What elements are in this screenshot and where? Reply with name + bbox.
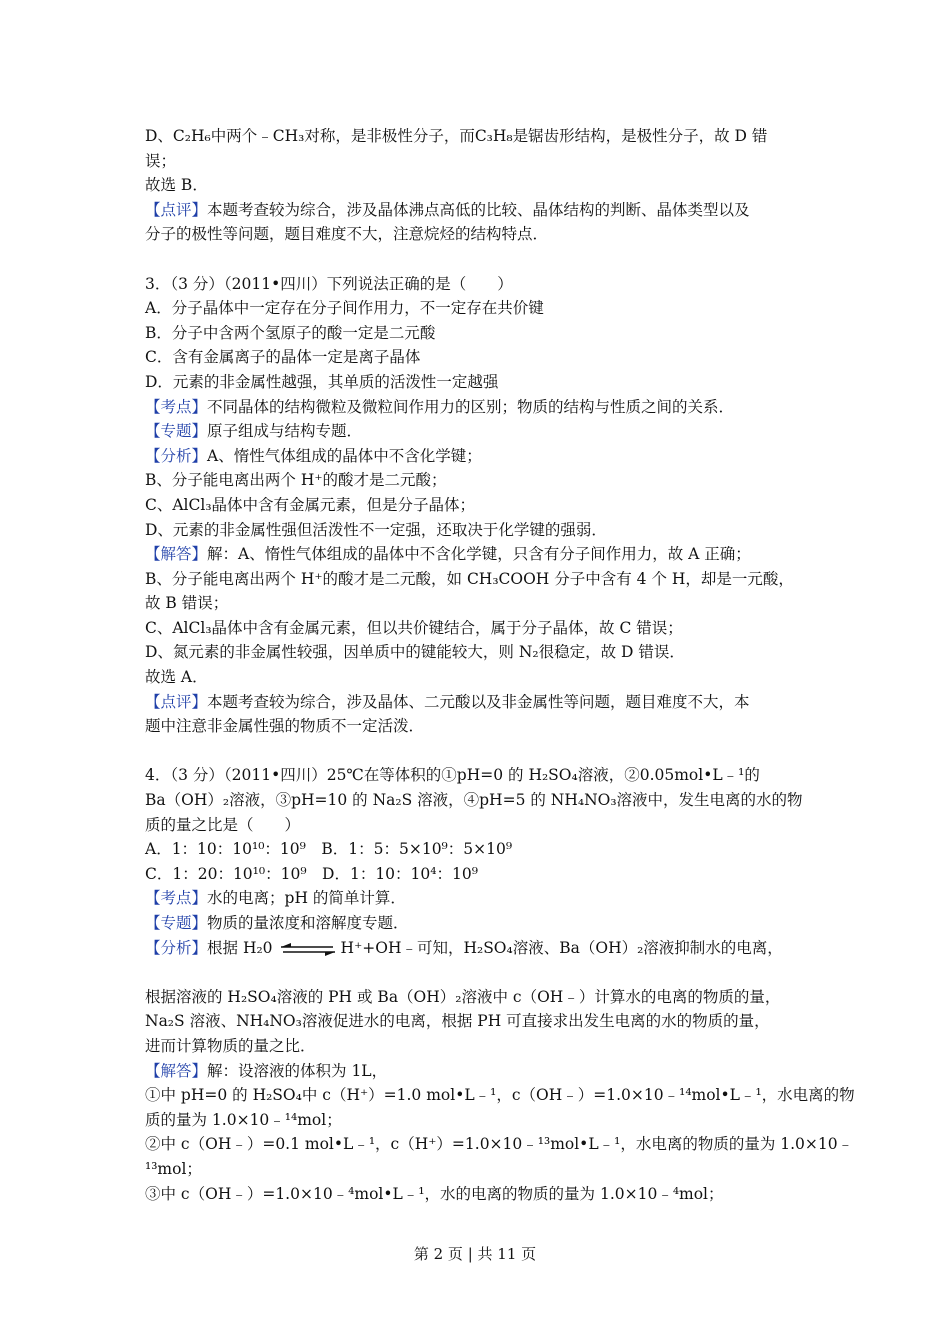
q4-title-line3: 质的量之比是（ ） — [145, 815, 301, 834]
q3-fenxi-line3: C、AlCl₃晶体中含有金属元素，但是分子晶体； — [145, 495, 476, 514]
q3-jieda-line5: D、氮元素的非金属性较强，因单质中的键能较大，则 N₂很稳定，故 D 错误． — [145, 643, 685, 662]
q3-kaodian — [145, 395, 810, 420]
q3-zhuanti — [145, 419, 810, 444]
jieda-tag: 【解答】 — [145, 545, 208, 564]
q3-jieda-line2: B、分子能电离出两个 H⁺的酸才是二元酸，如 CH₃COOH 分子中含有 4 个 H，却是一元酸， — [145, 569, 794, 588]
spacer — [145, 960, 810, 985]
q2-option-d-line1: D、C₂H₆中两个﹣CH₃对称，是非极性分子，而C₃H₈是锯齿形结构，是极性分子，故 D 错 — [145, 127, 768, 145]
q4-kaodian-text: 水的电离；pH 的简单计算． — [207, 889, 406, 908]
q3-zhuanti-text: 原子组成与结构专题． — [207, 422, 363, 441]
q4-options-ab: A．1：10：10¹⁰：10⁹ B．1：5：5×10⁹：5×10⁹ — [145, 840, 513, 859]
zhuanti-tag: 【专题】 — [145, 914, 208, 932]
q4-fenxi-line3: Na₂S 溶液、NH₄NO₃溶液促进水的电离，根据 PH 可直接求出发生电离的水的物质的量， — [145, 1012, 770, 1031]
q4-title-line1: 4．（3 分）（2011•四川）25℃在等体积的①pH=0 的 H₂SO₄溶液，②0.05mol•L﹣¹的 — [145, 766, 760, 785]
q4-zhuanti — [145, 911, 810, 936]
page-content — [145, 124, 855, 1206]
q4-fenxi-post: H⁺+OH﹣可知，H₂SO₄溶液、Ba（OH）₂溶液抑制水的电离， — [340, 938, 783, 957]
q4-fenxi-pre: 根据 H₂0 — [207, 938, 273, 957]
q2-comment-text: 本题考查较为综合，涉及晶体沸点高低的比较、晶体结构的判断、晶体类型以及 — [207, 200, 750, 219]
q2-comment — [145, 198, 810, 223]
kaodian-tag: 【考点】 — [145, 397, 208, 416]
q3-fenxi-text-1: A、惰性气体组成的晶体中不含化学键； — [207, 446, 482, 465]
q3-kaodian-text: 不同晶体的结构微粒及微粒间作用力的区别；物质的结构与性质之间的关系． — [207, 397, 735, 416]
q4-jieda-line6: ③中 c（OH﹣）=1.0×10﹣⁴mol•L﹣¹，水的电离的物质的量为 1.0×10﹣⁴mol； — [145, 1184, 724, 1203]
kaodian-tag: 【考点】 — [145, 889, 208, 908]
q3-comment-line2: 题中注意非金属性强的物质不一定活泼． — [145, 717, 425, 736]
q4-options-cd: C．1：20：10¹⁰：10⁹ D．1：10：10⁴：10⁹ — [145, 864, 478, 883]
q4-zhuanti-text: 物质的量浓度和溶解度专题． — [207, 914, 409, 932]
q4-jieda-line3: 质的量为 1.0×10﹣¹⁴mol； — [145, 1110, 342, 1129]
q4-jieda-line5: ¹³mol； — [145, 1159, 202, 1178]
q4-kaodian — [145, 886, 810, 911]
spacer — [145, 739, 810, 764]
fenxi-tag: 【分析】 — [145, 446, 208, 465]
q4-jieda — [145, 1059, 810, 1084]
q3-fenxi — [145, 444, 810, 469]
q3-comment — [145, 690, 810, 715]
q4-fenxi-line4: 进而计算物质的量之比． — [145, 1036, 316, 1055]
q3-comment-text: 本题考查较为综合，涉及晶体、二元酸以及非金属性等问题，题目难度不大，本 — [207, 692, 750, 711]
q4-title-line2: Ba（OH）₂溶液，③pH=10 的 Na₂S 溶液，④pH=5 的 NH₄NO₃溶液中，发生电离的水的物 — [145, 791, 803, 810]
q4-fenxi — [145, 936, 810, 961]
q2-comment-line2: 分子的极性等问题，题目难度不大，注意烷烃的结构特点． — [145, 225, 549, 244]
q3-option-d: D．元素的非金属性越强，其单质的活泼性一定越强 — [145, 372, 499, 391]
q3-jieda-text-1: 解：A、惰性气体组成的晶体中不含化学键，只含有分子间作用力，故 A 正确； — [207, 545, 751, 564]
q3-fenxi-line4: D、元素的非金属性强但活泼性不一定强，还取决于化学键的强弱． — [145, 520, 607, 539]
q3-option-a: A．分子晶体中一定存在分子间作用力，不一定存在共价键 — [145, 299, 544, 318]
q3-fenxi-line2: B、分子能电离出两个 H⁺的酸才是二元酸； — [145, 471, 447, 490]
jieda-tag: 【解答】 — [145, 1061, 208, 1080]
q3-option-b: B．分子中含两个氢原子的酸一定是二元酸 — [145, 323, 436, 342]
q3-title: 3．（3 分）（2011•四川）下列说法正确的是（ ） — [145, 274, 513, 293]
comment-tag: 【点评】 — [145, 692, 208, 711]
spacer — [145, 247, 810, 272]
q4-fenxi-line2: 根据溶液的 H₂SO₄溶液的 PH 或 Ba（OH）₂溶液中 c（OH﹣）计算水的电离的物质的量， — [145, 987, 781, 1006]
q4-jieda-text-1: 解：设溶液的体积为 1L， — [207, 1061, 388, 1080]
q3-jieda-line3: 故 B 错误； — [145, 594, 229, 613]
q4-jieda-line2: ①中 pH=0 的 H₂SO₄中 c（H⁺）=1.0 mol•L﹣¹，c（OH﹣）=1.0×10﹣¹⁴mol•L﹣¹，水电离的物 — [145, 1086, 855, 1105]
q3-jieda-line4: C、AlCl₃晶体中含有金属元素，但以共价键结合，属于分子晶体，故 C 错误； — [145, 618, 683, 637]
q4-jieda-line4: ②中 c（OH﹣）=0.1 mol•L﹣¹，c（H⁺）=1.0×10﹣¹³mol•L﹣¹，水电离的物质的量为 1.0×10﹣ — [145, 1135, 854, 1154]
zhuanti-tag: 【专题】 — [145, 422, 208, 441]
q2-option-d-line2: 误； — [145, 151, 177, 170]
q3-answer: 故选 A． — [145, 668, 208, 687]
equilibrium-arrow-icon — [279, 942, 337, 956]
comment-tag: 【点评】 — [145, 200, 208, 219]
fenxi-tag: 【分析】 — [145, 938, 208, 957]
q3-jieda — [145, 542, 810, 567]
page-footer: 第 2 页 | 共 11 页 — [413, 1245, 537, 1263]
q2-answer: 故选 B． — [145, 176, 208, 195]
q3-option-c: C．含有金属离子的晶体一定是离子晶体 — [145, 348, 421, 367]
